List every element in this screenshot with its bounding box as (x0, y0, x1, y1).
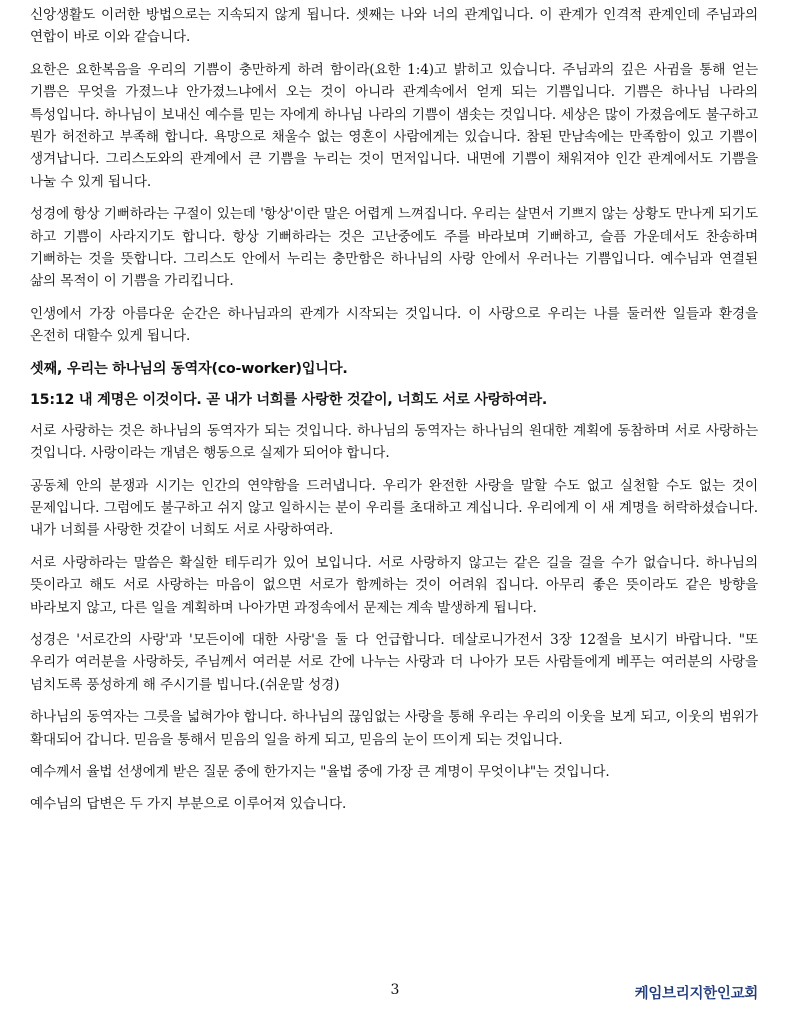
page-number: 3 (390, 982, 400, 998)
body-paragraph: 신앙생활도 이러한 방법으로는 지속되지 않게 됩니다. 셋째는 나와 너의 관계입니다. 이 관계가 인격적 관계인데 주님과의 연합이 바로 이와 같습니다. (30, 7, 758, 46)
body-paragraph: 성경에 항상 기뻐하라는 구절이 있는데 '항상'이란 말은 어렵게 느껴집니다. 우리는 살면서 기쁘지 않는 상황도 만나게 되기도 하고 기쁨이 사라지기도 합니다. 항상 기뻐하라는 것은 고난중에도 주를 바라보며 기뻐하고, 슬픔 가운데서도 찬송하며 기뻐하는 것을 뜻합니다. 그리스도 안에서 누리는 충만함은 하나님의 사랑 안에서 우러나는 기쁨입니다. 예수님과 연결된 삶의 목적이 이 기쁨을 가리킵니다. (30, 206, 758, 290)
body-paragraph: 공동체 안의 분쟁과 시기는 인간의 연약함을 드러냅니다. 우리가 완전한 사랑을 말할 수도 없고 실천할 수도 없는 것이 문제입니다. 그럼에도 불구하고 쉬지 않고 일하시는 분이 우리를 초대하고 계십니다. 우리에게 이 새 계명을 허락하셨습니다. 내가 너희를 사랑한 것같이 너희도 서로 사랑하여라. (30, 477, 758, 539)
section-heading: 셋째, 우리는 하나님의 동역자(co-worker)입니다. (30, 360, 348, 377)
body-paragraph: 서로 사랑하는 것은 하나님의 동역자가 되는 것입니다. 하나님의 동역자는 하나님의 원대한 계획에 동참하며 서로 사랑하는 것입니다. 사랑이라는 개념은 행동으로 실제가 되어야 합니다. (30, 422, 758, 462)
body-paragraph: 인생에서 가장 아름다운 순간은 하나님과의 관계가 시작되는 것입니다. 이 사랑으로 우리는 나를 둘러싼 일들과 환경을 온전히 대할수 있게 됩니다. (30, 305, 758, 345)
body-paragraph: 서로 사랑하라는 말씀은 확실한 테두리가 있어 보입니다. 서로 사랑하지 않고는 같은 길을 걸을 수가 없습니다. 하나님의 뜻이라고 해도 서로 사랑하는 마음이 없으면 서로가 함께하는 것이 어려워 집니다. 아무리 좋은 뜻이라도 같은 방향을 바라보지 않고, 다른 일을 계획하며 나아가면 과정속에서 문제는 계속 발생하게 됩니다. (30, 554, 758, 616)
scripture-heading: 15:12 내 계명은 이것이다. 곧 내가 너희를 사랑한 것같이, 너희도 서로 사랑하여라. (30, 391, 548, 408)
body-paragraph: 요한은 요한복음을 우리의 기쁨이 충만하게 하려 함이라(요한 1:4)고 밝히고 있습니다. 주님과의 깊은 사귐을 통해 얻는 기쁨은 무엇을 가졌느냐 안가졌느냐에서 오는 것이 아니라 관계속에서 얻게 되는 기쁨입니다. 기쁨은 하나님 나라의 특성입니다. 하나님이 보내신 예수를 믿는 자에게 하나님 나라의 기쁨이 샘솟는 것입니다. 세상은 많이 가졌음에도 불구하고 뭔가 허전하고 부족해 합니다. 욕망으로 채울수 없는 영혼이 사람에게는 있습니다. 참된 만남속에는 만족함이 있고 기쁨이 생겨납니다. 그리스도와의 관계에서 큰 기쁨을 누리는 것이 먼저입니다. 내면에 기쁨이 채워져야 인간 관계에서도 기쁨을 나눌 수 있게 됩니다. (30, 61, 758, 190)
body-paragraph: 예수님의 답변은 두 가지 부분으로 이루어져 있습니다. (30, 796, 347, 813)
body-paragraph: 하나님의 동역자는 그릇을 넓혀가야 합니다. 하나님의 끊임없는 사랑을 통해 우리는 우리의 이웃을 보게 되고, 이웃의 범위가 확대되어 갑니다. 믿음을 통해서 믿음의 일을 하게 되고, 믿음의 눈이 뜨이게 되는 것입니다. (30, 709, 758, 748)
body-paragraph: 성경은 '서로간의 사랑'과 '모든이에 대한 사랑'을 둘 다 언급합니다. 데살로니가전서 3장 12절을 보시기 바랍니다. "또 우리가 여러분을 사랑하듯, 주님께서 여러분 서로 간에 나누는 사랑과 더 나아가 모든 사람들에게 베푸는 여러분의 사랑을 넘치도록 풍성하게 해 주시기를 빕니다.(쉬운말 성경) (30, 631, 758, 693)
body-paragraph: 예수께서 율법 선생에게 받은 질문 중에 한가지는 "율법 중에 가장 큰 계명이 무엇이냐"는 것입니다. (30, 763, 610, 780)
church-name: 케임브리지한인교회 (634, 986, 758, 1002)
